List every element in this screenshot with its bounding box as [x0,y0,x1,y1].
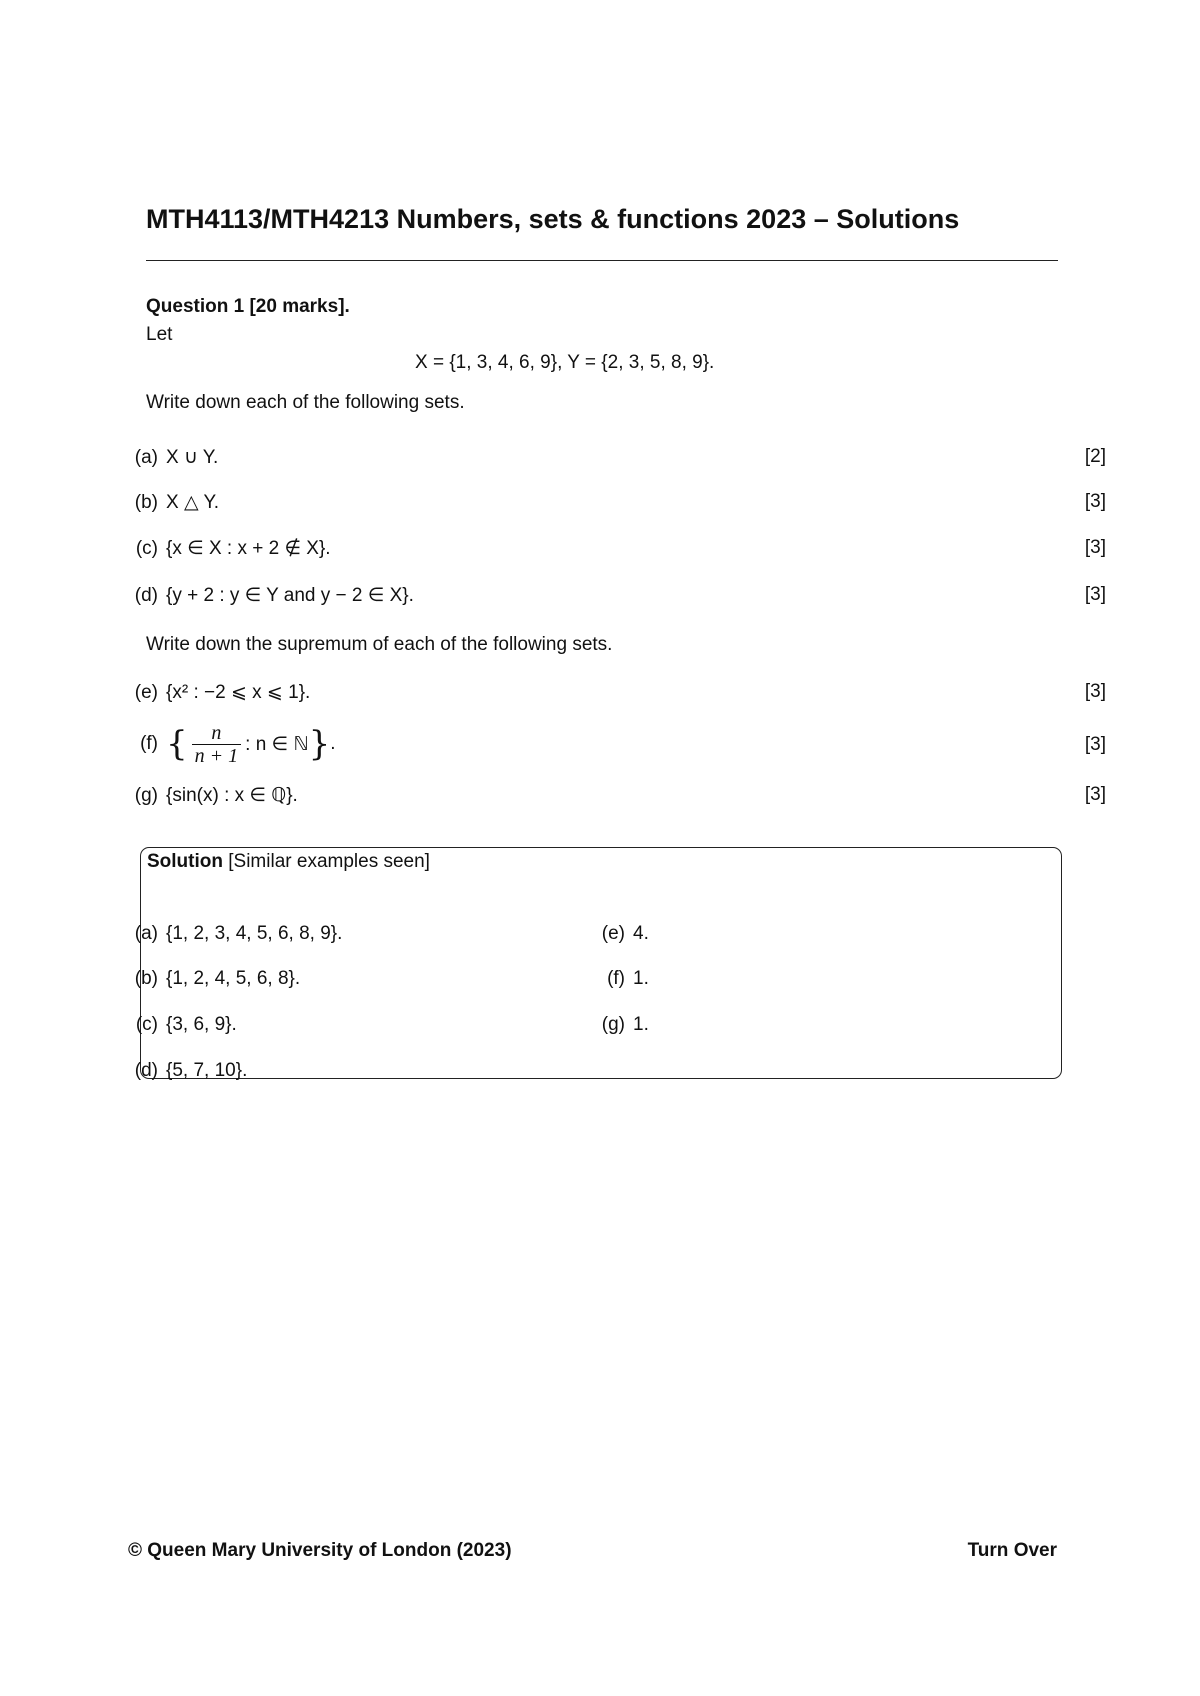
title-rule [146,260,1058,261]
part-e-marks: [3] [1084,681,1106,702]
answer-label: (d) [134,1060,158,1081]
solution-heading [147,851,430,873]
part-b [118,491,219,514]
page-title: MTH4113/MTH4213 Numbers, sets & functions 2023 – Solutions [146,204,960,234]
answer-e [585,923,649,945]
part-text: {y + 2 : y ∈ Y and y − 2 ∈ X}. [166,585,414,606]
close-brace: } [308,724,331,764]
part-text: {sin(x) : x ∈ ℚ}. [166,785,298,806]
open-brace: { [166,724,188,764]
answer-label: (f) [607,968,625,989]
part-a [118,446,218,469]
part-label: (c) [135,538,158,559]
answer-label: (c) [135,1014,158,1035]
part-label: (a) [134,447,158,468]
answer-label: (b) [134,968,158,989]
fraction-numerator: n [211,721,222,744]
answer-b [118,968,300,990]
part-text: X △ Y. [166,492,220,513]
answer-f [585,968,649,990]
part-text: : n ∈ ℕ [245,733,309,755]
part-label: (f) [140,733,158,754]
turn-over: Turn Over [967,1540,1057,1561]
part-d-marks: [3] [1084,584,1106,605]
instruction-supremum: Write down the supremum of each of the following sets. [146,634,613,655]
answer-text: 4. [633,923,649,944]
copyright-footer: © Queen Mary University of London (2023) [128,1540,512,1561]
answer-a [118,923,342,945]
part-label: (g) [134,785,158,806]
answer-d [118,1060,247,1082]
answer-text: {1, 2, 3, 4, 5, 6, 8, 9}. [166,923,343,944]
solution-box [140,847,1062,1079]
part-label: (b) [134,492,158,513]
part-f-marks: [3] [1084,734,1106,755]
part-text: {x ∈ X : x + 2 ∉ X}. [166,538,331,559]
set-definition: X = {1, 3, 4, 6, 9}, Y = {2, 3, 5, 8, 9}. [415,352,715,373]
instruction-sets: Write down each of the following sets. [146,392,465,413]
part-label: (e) [134,682,158,703]
answer-text: {1, 2, 4, 5, 6, 8}. [166,968,301,989]
part-a-marks: [2] [1084,446,1106,467]
answer-c [118,1014,237,1036]
fraction [192,722,242,767]
part-b-marks: [3] [1084,491,1106,512]
solution-note: [Similar examples seen] [222,851,430,872]
answer-g [585,1014,649,1036]
solution-title: Solution [147,851,223,872]
part-e [118,681,310,704]
answer-text: 1. [633,968,649,989]
part-label: (d) [134,585,158,606]
part-g [118,784,298,807]
let-text: Let [146,324,173,345]
answer-label: (g) [601,1014,625,1035]
answer-label: (a) [134,923,158,944]
part-g-marks: [3] [1084,784,1106,805]
part-text: X ∪ Y. [166,447,219,468]
part-f [118,722,336,766]
fraction-denominator: n + 1 [192,744,242,767]
part-c [118,537,331,560]
part-d [118,584,414,607]
answer-label: (e) [601,923,625,944]
answer-text: {3, 6, 9}. [166,1014,237,1035]
answer-text: {5, 7, 10}. [166,1060,248,1081]
part-text: {x² : −2 ⩽ x ⩽ 1}. [166,682,311,703]
question-heading: Question 1 [20 marks]. [146,296,350,317]
part-period: . [330,733,336,754]
part-c-marks: [3] [1084,537,1106,558]
answer-text: 1. [633,1014,649,1035]
